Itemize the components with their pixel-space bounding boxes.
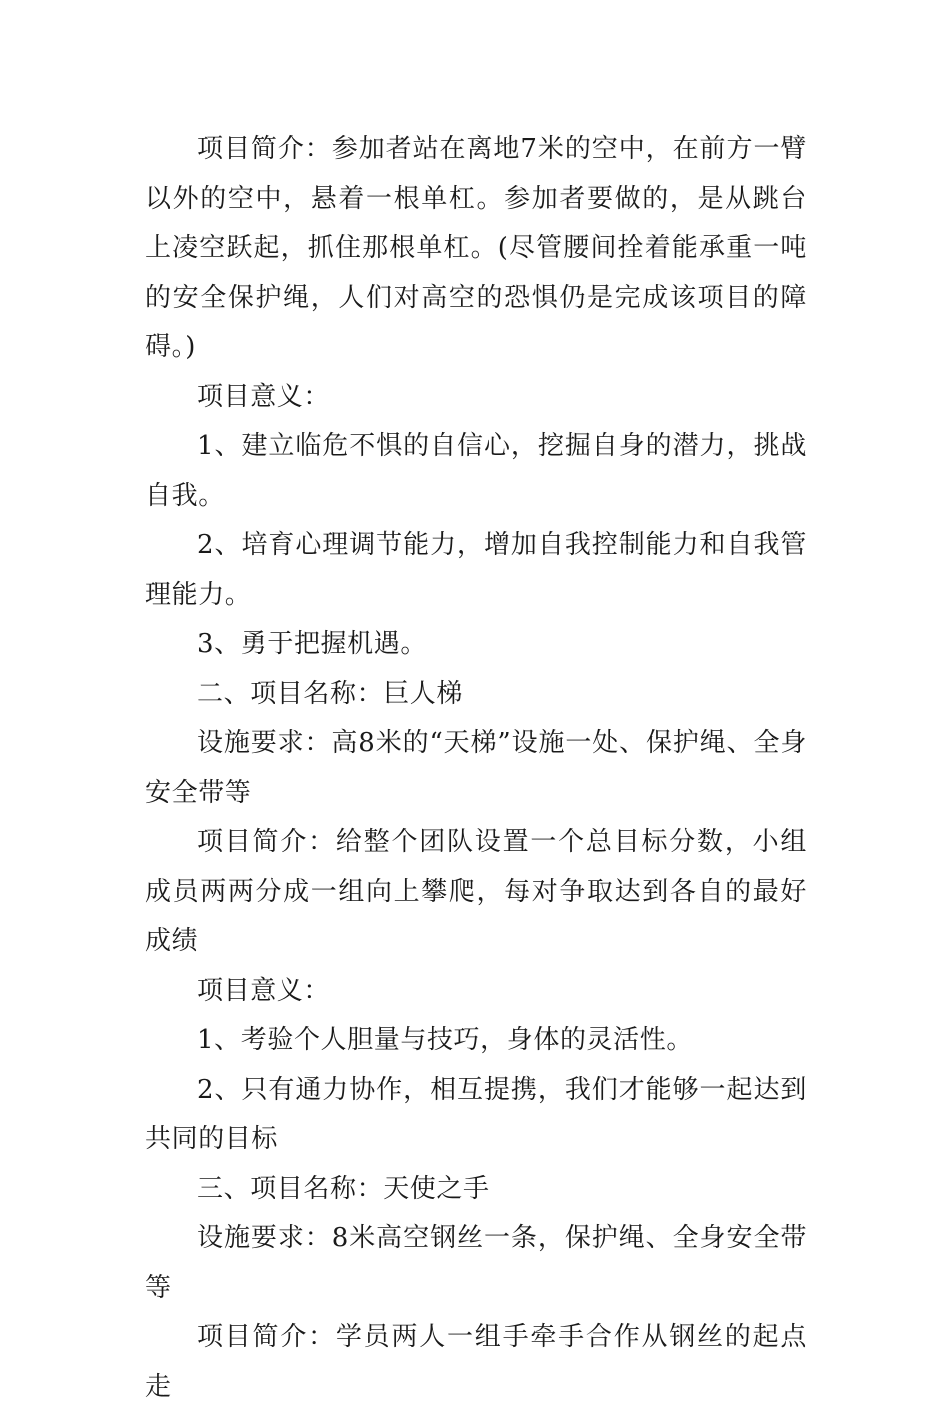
paragraph-project-intro-1: 项目简介：参加者站在离地7米的空中，在前方一臂以外的空中，悬着一根单杠。参加者要做的，是从跳台上凌空跃起，抓住那根单杠。(尽管腰间拴着能承重一吨的安全保护绳，人们对高空的恐惧仍是完成该项目的障碍。): [145, 134, 807, 362]
document-body: [145, 125, 807, 1412]
paragraph-significance-2-item-2: 2、只有通力协作，相互提携，我们才能够一起达到共同的目标: [145, 1074, 807, 1154]
paragraph-significance-2-item-1: 1、考验个人胆量与技巧，身体的灵活性。: [197, 1025, 693, 1055]
paragraph-facility-requirements-2: 设施要求：高8米的“天梯”设施一处、保护绳、全身安全带等: [145, 728, 807, 808]
paragraph-significance-heading-2: 项目意义：: [197, 975, 331, 1006]
paragraph-significance-heading-1: 项目意义：: [197, 381, 331, 412]
paragraph-significance-1-item-1: 1、建立临危不惧的自信心，挖掘自身的潜力，挑战自我。: [145, 431, 807, 511]
section-heading-giant-ladder: 二、项目名称：巨人梯: [197, 678, 464, 709]
paragraph-facility-requirements-3: 设施要求：8米高空钢丝一条，保护绳、全身安全带等: [145, 1223, 807, 1303]
paragraph-project-intro-3: 项目简介：学员两人一组手牵手合作从钢丝的起点走: [145, 1322, 807, 1402]
paragraph-significance-1-item-3: 3、勇于把握机遇。: [197, 629, 427, 659]
paragraph-significance-1-item-2: 2、培育心理调节能力，增加自我控制能力和自我管理能力。: [145, 530, 807, 610]
section-heading-angel-hands: 三、项目名称：天使之手: [197, 1173, 490, 1204]
paragraph-project-intro-2: 项目简介：给整个团队设置一个总目标分数，小组成员两两分成一组向上攀爬，每对争取达到各自的最好成绩: [145, 827, 807, 956]
